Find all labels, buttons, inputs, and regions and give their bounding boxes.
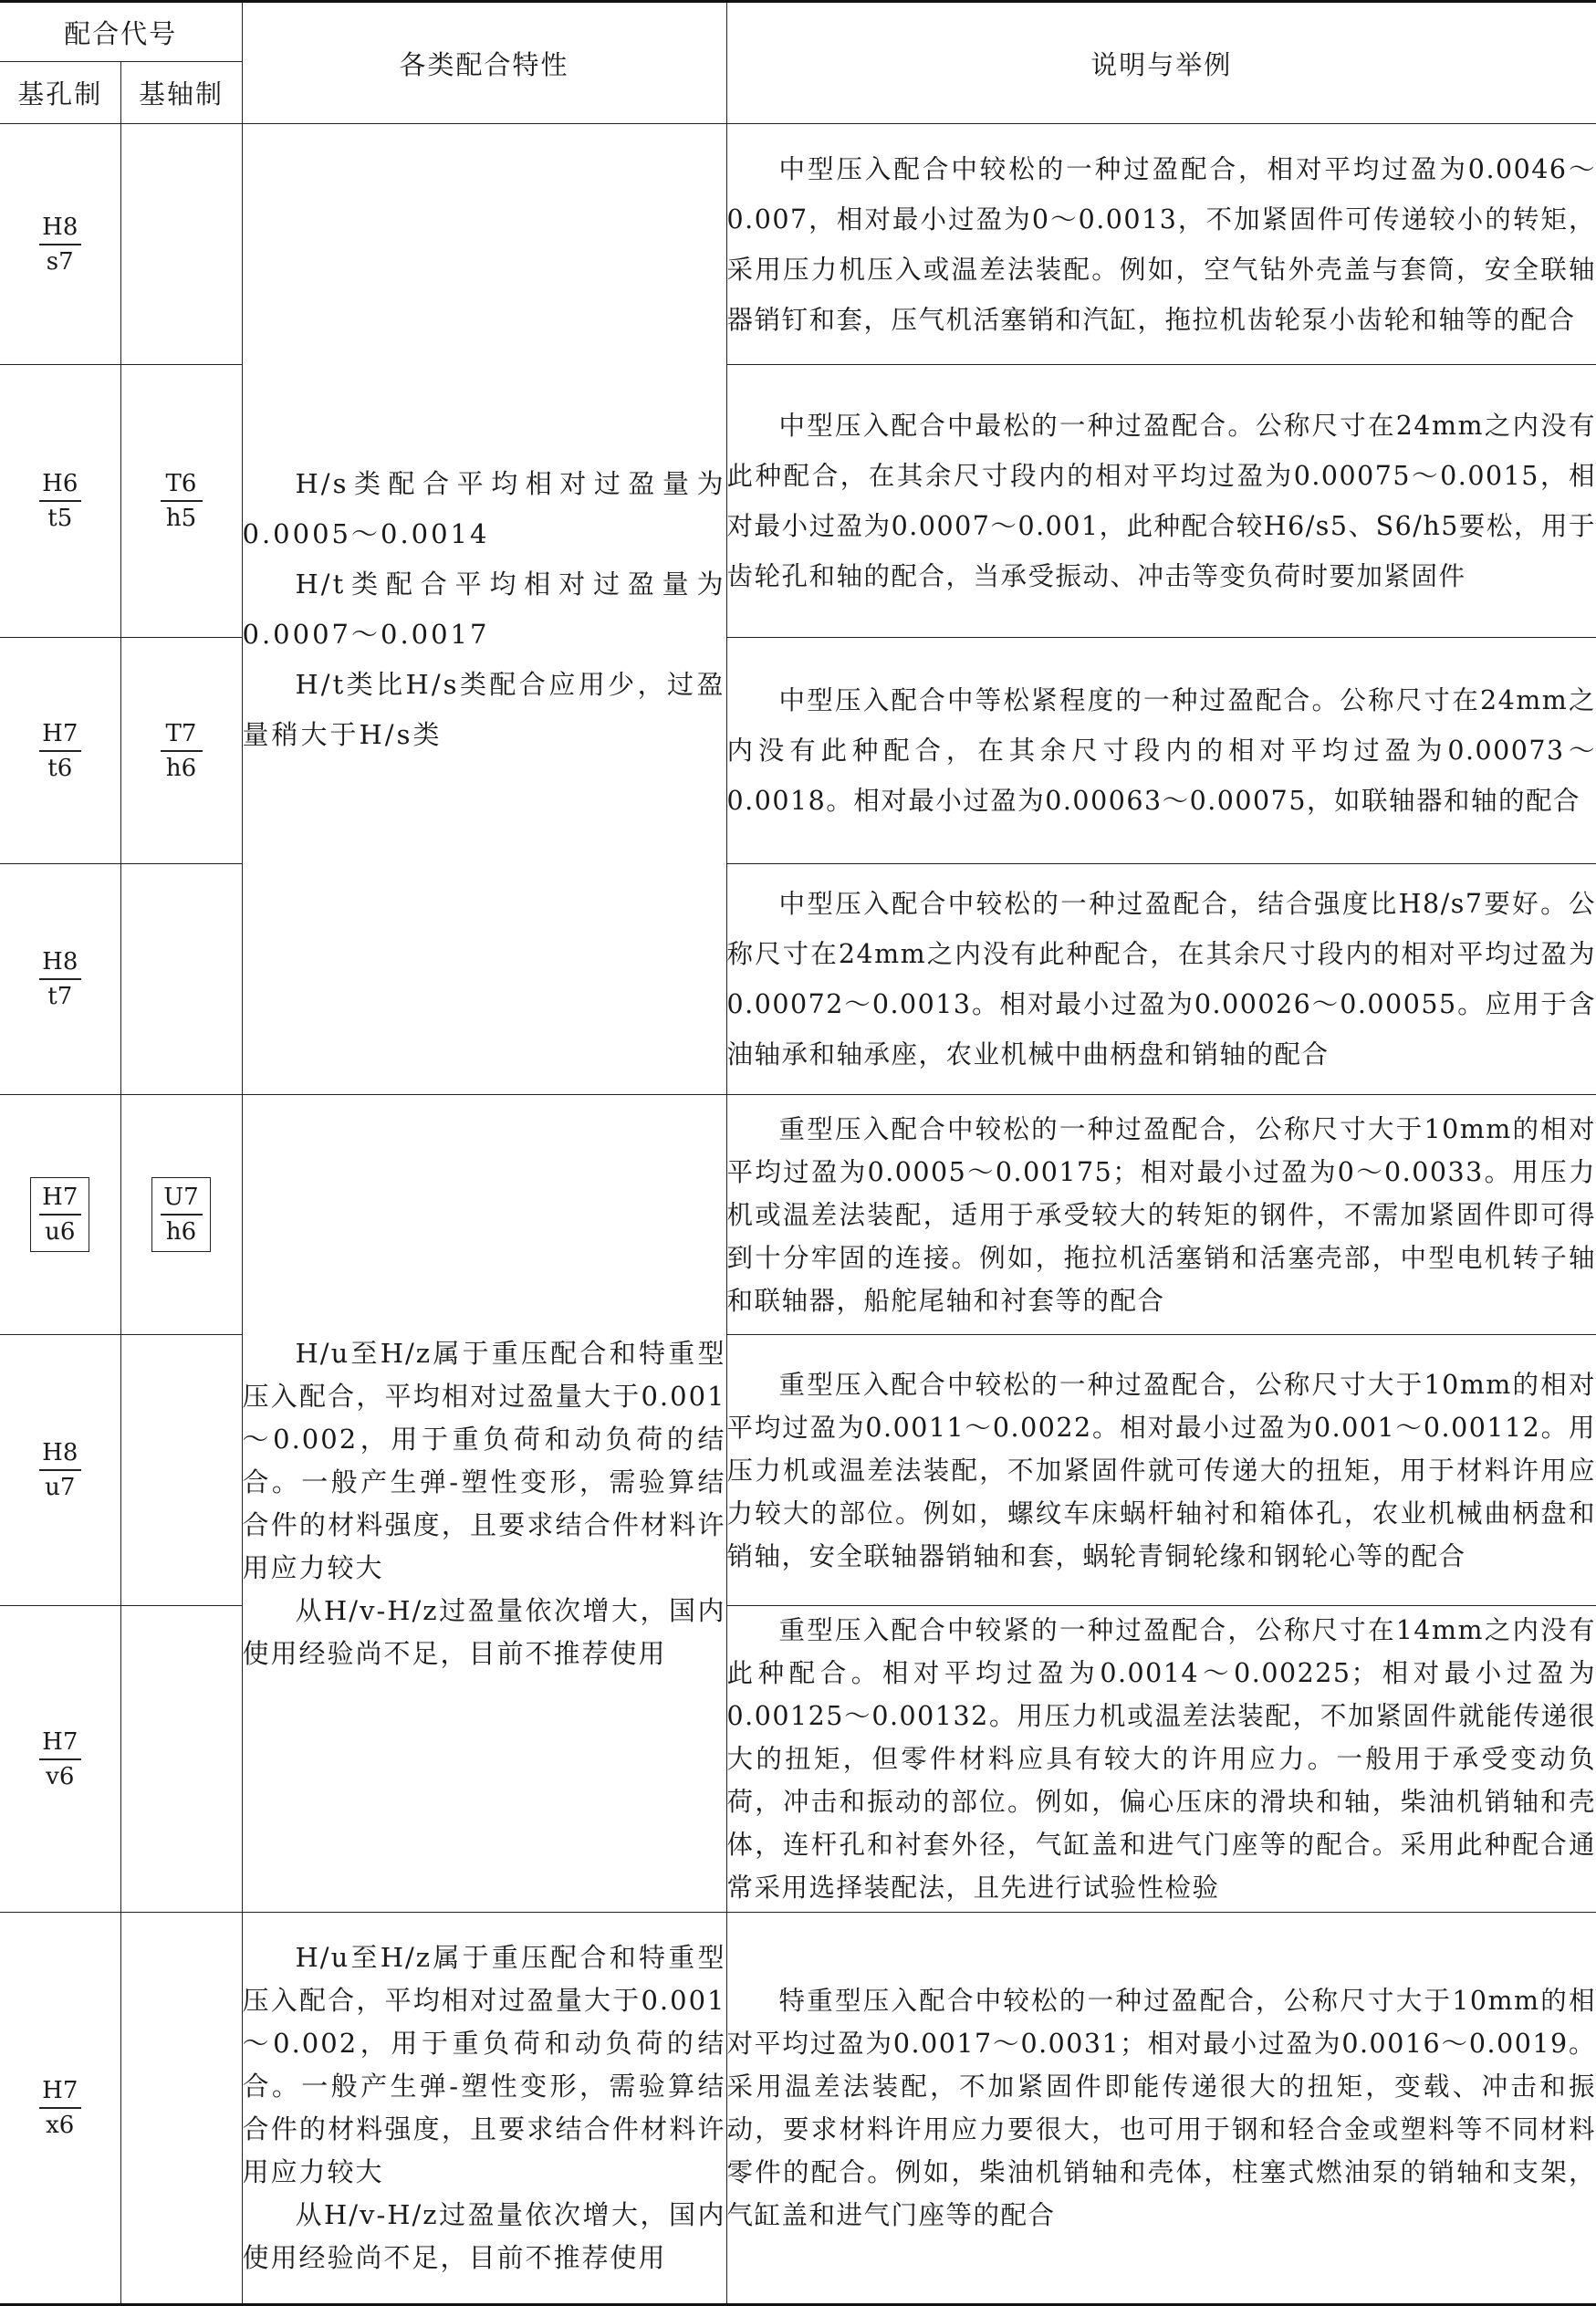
shaft-basis-cell <box>120 365 242 638</box>
characteristics-paragraph: H/t类比H/s类配合应用少，过盈量稍大于H/s类 <box>242 668 726 750</box>
description-text: 中型压入配合中较松的一种过盈配合，相对平均过盈为0.0046～0.007，相对最小过盈为0～0.0013，不加紧固件可传递较小的转矩，采用压力机压入或温差法装配。例如，空气钻外壳盖与套筒，安全联轴器销钉和套，压气机活塞销和汽缸，拖拉机齿轮泵小齿轮和轴等的配合 <box>726 153 1596 335</box>
fit-numerator: H7 <box>42 1727 78 1756</box>
table-row <box>0 638 1596 864</box>
table-row <box>0 864 1596 1095</box>
table-row <box>0 365 1596 638</box>
description-text: 重型压入配合中较松的一种过盈配合，公称尺寸大于10mm的相对平均过盈为0.0005～0.00175；相对最小过盈为0～0.0033。用压力机或温差法装配，适用于承受较大的转矩的钢件，不需加紧固件即可得到十分牢固的连接。例如，拖拉机活塞销和活塞壳部，中型电机转子轴和联轴器，船舵尾轴和衬套等的配合 <box>726 1113 1596 1316</box>
description-cell <box>726 365 1596 638</box>
fit-code-fraction <box>37 212 83 277</box>
fit-code-fraction <box>37 1727 83 1792</box>
fit-numerator: H7 <box>42 719 78 747</box>
shaft-basis-cell-empty <box>120 1606 242 1913</box>
fit-numerator: T7 <box>165 719 197 747</box>
fit-denominator: v6 <box>46 1762 75 1790</box>
characteristics-paragraph: H/s类配合平均相对过盈量为0.0005～0.0014 <box>242 467 726 549</box>
fraction-bar <box>39 1214 81 1216</box>
fit-code-fraction <box>37 2075 83 2141</box>
preferred-fit-code-fraction <box>30 1177 89 1252</box>
hole-basis-cell <box>0 1606 120 1913</box>
preferred-fit-code-fraction <box>151 1177 210 1252</box>
fraction-bar <box>161 500 203 502</box>
fit-code-fraction <box>161 718 203 784</box>
description-cell <box>726 1606 1596 1913</box>
shaft-basis-cell-empty <box>120 1913 242 2305</box>
characteristics-paragraph: H/u至H/z属于重压配合和特重型压入配合，平均相对过盈量大于0.001～0.002，用于重负荷和动负荷的结合。一般产生弹-塑性变形，需验算结合件的材料强度，且要求结合件材料许用应力较大 <box>242 1337 726 1583</box>
table-row <box>0 124 1596 365</box>
description-cell <box>726 1095 1596 1335</box>
description-cell <box>726 638 1596 864</box>
fit-code-fraction <box>37 946 83 1012</box>
hole-basis-cell <box>0 1095 120 1335</box>
description-text: 重型压入配合中较松的一种过盈配合，公称尺寸大于10mm的相对平均过盈为0.0011～0.0022。相对最小过盈为0.001～0.00112。用压力机或温差法装配，不加紧固件就可传递大的扭矩，用于材料许用应力较大的部位。例如，螺纹车床蜗杆轴衬和箱体孔，农业机械曲柄盘和销轴，安全联轴器销轴和套，蜗轮青铜轮缘和钢轮心等的配合 <box>726 1369 1596 1571</box>
shaft-basis-cell-empty <box>120 124 242 365</box>
characteristics-paragraph: 从H/v-H/z过盈量依次增大，国内使用经验尚不足，目前不推荐使用 <box>242 1594 726 1669</box>
shaft-basis-cell-empty <box>120 864 242 1095</box>
fit-numerator: H6 <box>42 470 78 497</box>
fraction-bar <box>39 1758 81 1760</box>
fit-denominator: x6 <box>46 2112 75 2139</box>
fit-numerator: H7 <box>42 2077 78 2104</box>
fraction-bar <box>39 244 81 245</box>
header-characteristics: 各类配合特性 <box>242 2 726 124</box>
header-hole-basis: 基孔制 <box>0 62 120 124</box>
fit-denominator: t7 <box>47 983 73 1010</box>
characteristics-paragraph: H/u至H/z属于重压配合和特重型压入配合，平均相对过盈量大于0.001～0.002，用于重负荷和动负荷的结合。一般产生弹-塑性变形，需验算结合件的材料强度，且要求结合件材料许用应力较大 <box>242 1942 726 2187</box>
fraction-bar <box>39 500 81 502</box>
fit-denominator: h5 <box>165 505 197 532</box>
description-text: 特重型压入配合中较松的一种过盈配合，公称尺寸大于10mm的相对平均过盈为0.0017～0.0031；相对最小过盈为0.0016～0.0019。采用温差法装配，不加紧固件即能传递很大的扭矩，变载、冲击和振动，要求材料许用应力要很大，也可用于钢和轻合金或塑料等不同材料零件的配合。例如，柴油机销轴和壳体，柱塞式燃油泵的销轴和支架，气缸盖和进气门座等的配合 <box>726 1986 1596 2230</box>
hole-basis-cell <box>0 365 120 638</box>
description-text: 重型压入配合中较紧的一种过盈配合，公称尺寸在14mm之内没有此种配合。相对平均过盈为0.0014～0.00225；相对最小过盈为0.00125～0.00132。用压力机或温差法装配，不加紧固件就能传递很大的扭矩，但零件材料应具有较大的许用应力。一般用于承受变动负荷，冲击和振动的部位。例如，偏心压床的滑块和轴，柴油机销轴和壳体，连杆孔和衬套外径，气缸盖和进气门座等的配合。采用此种配合通常采用选择装配法，且先进行试验性检验 <box>726 1615 1596 1903</box>
description-text: 中型压入配合中等松紧程度的一种过盈配合。公称尺寸在24mm之内没有此种配合，在其余尺寸段内的相对平均过盈为0.00073～0.0018。相对最小过盈为0.00063～0.00075，如联轴器和轴的配合 <box>726 685 1596 816</box>
fit-numerator: H8 <box>42 1439 78 1466</box>
fit-denominator: u6 <box>45 1218 76 1246</box>
characteristics-cell <box>242 1913 726 2305</box>
fraction-bar <box>39 1469 81 1471</box>
header-shaft-basis: 基轴制 <box>120 62 242 124</box>
hole-basis-cell <box>0 864 120 1095</box>
hole-basis-cell <box>0 1913 120 2305</box>
fit-numerator: H8 <box>42 948 78 976</box>
description-cell <box>726 1913 1596 2305</box>
fraction-bar <box>39 2107 81 2109</box>
hole-basis-cell <box>0 124 120 365</box>
shaft-basis-cell <box>120 638 242 864</box>
characteristics-paragraph: H/t类配合平均相对过盈量为0.0007～0.0017 <box>242 568 726 650</box>
header-description: 说明与举例 <box>726 2 1596 124</box>
table-row <box>0 1913 1596 2305</box>
fit-denominator: s7 <box>46 247 74 276</box>
description-cell <box>726 1335 1596 1606</box>
characteristics-cell <box>242 124 726 1095</box>
fit-numerator: T6 <box>165 470 197 497</box>
fit-denominator: u7 <box>45 1474 76 1501</box>
header-fit-code: 配合代号 <box>0 2 242 62</box>
description-cell <box>726 864 1596 1095</box>
shaft-basis-cell-empty <box>120 1335 242 1606</box>
fit-numerator: H8 <box>42 213 78 241</box>
fit-numerator: H7 <box>42 1184 78 1211</box>
hole-basis-cell <box>0 1335 120 1606</box>
shaft-basis-cell <box>120 1095 242 1335</box>
table-row <box>0 1606 1596 1913</box>
description-text: 中型压入配合中较松的一种过盈配合，结合强度比H8/s7要好。公称尺寸在24mm之内没有此种配合，在其余尺寸段内的相对平均过盈为0.00072～0.0013。相对最小过盈为0.00026～0.00055。应用于含油轴承和轴承座，农业机械中曲柄盘和销轴的配合 <box>726 889 1596 1070</box>
table-row <box>0 1335 1596 1606</box>
fit-code-fraction <box>37 468 83 534</box>
fit-code-fraction <box>37 718 83 784</box>
description-cell <box>726 124 1596 365</box>
fraction-bar <box>161 1214 203 1216</box>
fit-code-fraction <box>161 468 203 534</box>
fraction-bar <box>39 750 81 752</box>
fraction-bar <box>39 978 81 980</box>
characteristics-paragraph: 从H/v-H/z过盈量依次增大，国内使用经验尚不足，目前不推荐使用 <box>242 2199 726 2273</box>
hole-basis-cell <box>0 638 120 864</box>
fit-denominator: h6 <box>165 754 197 782</box>
fit-code-fraction <box>37 1437 83 1503</box>
fit-denominator: t6 <box>47 754 73 782</box>
fit-numerator: U7 <box>163 1184 199 1211</box>
table-row <box>0 1095 1596 1335</box>
characteristics-cell <box>242 1095 726 1913</box>
description-text: 中型压入配合中最松的一种过盈配合。公称尺寸在24mm之内没有此种配合，在其余尺寸段内的相对平均过盈为0.00075～0.0015，相对最小过盈为0.0007～0.001，此种配合较H6/s5、S6/h5要松，用于齿轮孔和轴的配合，当承受振动、冲击等变负荷时要加紧固件 <box>726 411 1596 591</box>
fit-denominator: h6 <box>165 1218 197 1246</box>
fraction-bar <box>161 750 203 752</box>
fit-denominator: t5 <box>47 505 73 532</box>
